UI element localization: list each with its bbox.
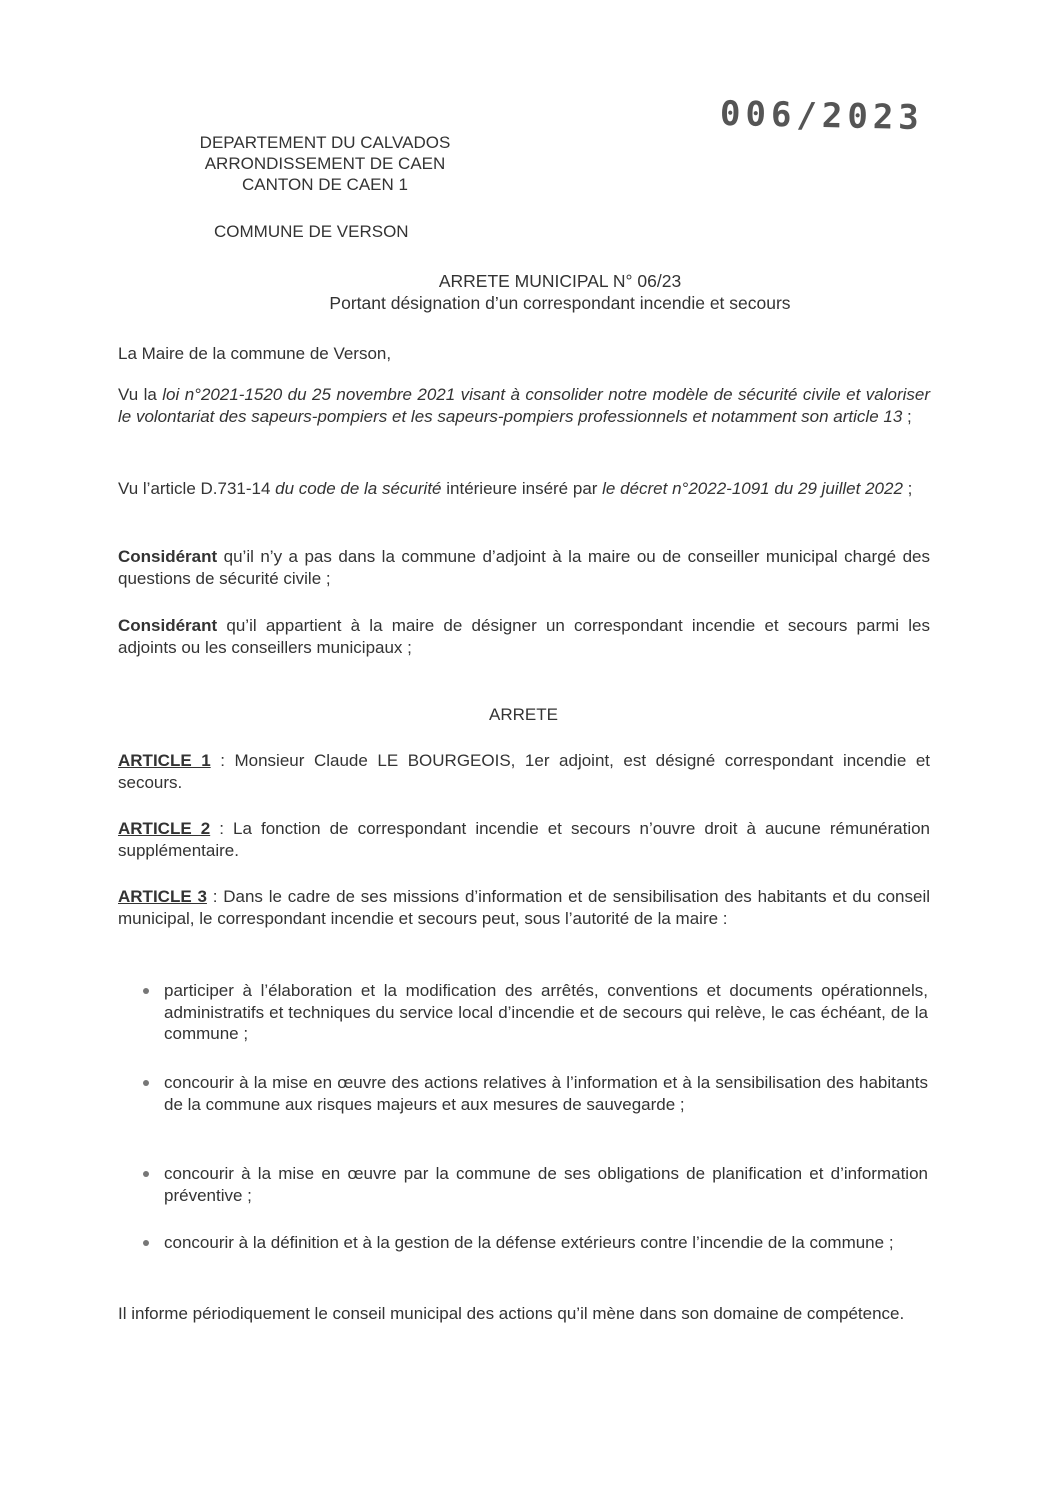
vu-loi-suffix: ; [902, 406, 912, 426]
bullet-icon [143, 1171, 149, 1177]
reference-stamp: 006/2023 [719, 93, 925, 139]
article-1-text: : Monsieur Claude LE BOURGEOIS, 1er adjoint, est désigné correspondant incendie et secours. [118, 751, 930, 792]
article-3-label: ARTICLE 3 [118, 887, 207, 906]
vu-article-part5: ; [902, 479, 913, 498]
article-1-label: ARTICLE 1 [118, 751, 211, 770]
article-3-text: : Dans le cadre de ses missions d’information et de sensibilisation des habitants et du conseil municipal, le correspondant incendie et secours peut, sous l’autorité de la maire : [118, 887, 930, 928]
header-canton: CANTON DE CAEN 1 [242, 175, 408, 194]
considerant-paragraph-2 [118, 615, 930, 658]
list-item [140, 980, 928, 1045]
vu-loi-prefix: Vu la [118, 385, 163, 404]
bullet-icon [143, 988, 149, 994]
intro-paragraph: La Maire de la commune de Verson, [118, 344, 392, 363]
article-2 [118, 818, 930, 861]
considerant-1-keyword: Considérant [118, 547, 218, 566]
list-item [140, 1163, 928, 1206]
list-item [140, 1072, 928, 1115]
document-title [180, 270, 940, 314]
mission-text: concourir à la mise en œuvre par la commune de ses obligations de planification et d’information préventive ; [164, 1164, 928, 1205]
mission-text: concourir à la définition et à la gestion de la défense extérieurs contre l’incendie de la commune ; [164, 1233, 894, 1252]
bullet-icon [143, 1240, 149, 1246]
considerant-paragraph-1 [118, 546, 930, 589]
administrative-header [160, 132, 490, 195]
mission-text: concourir à la mise en œuvre des actions relatives à l’information et à la sensibilisation des habitants de la commune aux risques majeurs et aux mesures de sauvegarde ; [164, 1073, 928, 1114]
closing-paragraph: Il informe périodiquement le conseil municipal des actions qu’il mène dans son domaine de compétence. [118, 1304, 905, 1323]
title-decree-number: ARRETE MUNICIPAL N° 06/23 [438, 271, 682, 291]
title-subject: Portant désignation d’un correspondant incendie et secours [329, 293, 791, 313]
considerant-2-keyword: Considérant [118, 616, 218, 635]
missions-list [140, 1232, 928, 1254]
vu-article-part4: le décret n°2022-1091 du 29 juillet 2022 [602, 479, 903, 498]
missions-list [140, 980, 928, 1045]
header-commune: COMMUNE DE VERSON [214, 222, 409, 241]
vu-article-part1: Vu l’article D.731-14 [118, 479, 276, 498]
vu-article-part3: intérieure inséré par [441, 479, 603, 498]
bullet-icon [143, 1080, 149, 1086]
vu-article-paragraph [118, 478, 930, 500]
header-arrondissement: ARRONDISSEMENT DE CAEN [204, 154, 446, 173]
list-item [140, 1232, 928, 1254]
considerant-1-text: qu’il n’y a pas dans la commune d’adjoint à la maire ou de conseiller municipal chargé des questions de sécurité civile ; [118, 547, 930, 588]
article-2-label: ARTICLE 2 [118, 819, 211, 838]
vu-article-part2: du code de la sécurité [275, 479, 442, 498]
arrete-heading: ARRETE [489, 705, 558, 724]
mission-text: participer à l’élaboration et la modification des arrêtés, conventions et documents opérationnels, administratifs et techniques du service local d’incendie et de secours qui relève, le cas échéant, de la commune ; [164, 981, 928, 1043]
article-2-text: : La fonction de correspondant incendie et secours n’ouvre droit à aucune rémunération supplémentaire. [118, 819, 930, 860]
article-1 [118, 750, 930, 793]
considerant-2-text: qu’il appartient à la maire de désigner un correspondant incendie et secours parmi les adjoints ou les conseillers municipaux ; [118, 616, 930, 657]
vu-loi-paragraph [118, 384, 930, 427]
missions-list [140, 1072, 928, 1115]
article-3 [118, 886, 930, 929]
missions-list [140, 1163, 928, 1206]
header-department: DEPARTEMENT DU CALVADOS [199, 133, 451, 152]
vu-loi-reference: loi n°2021-1520 du 25 novembre 2021 visant à consolider notre modèle de sécurité civile et valoriser le volontariat des sapeurs-pompiers et les sapeurs-pompiers professionnels et notamment son article 13 [118, 385, 930, 426]
